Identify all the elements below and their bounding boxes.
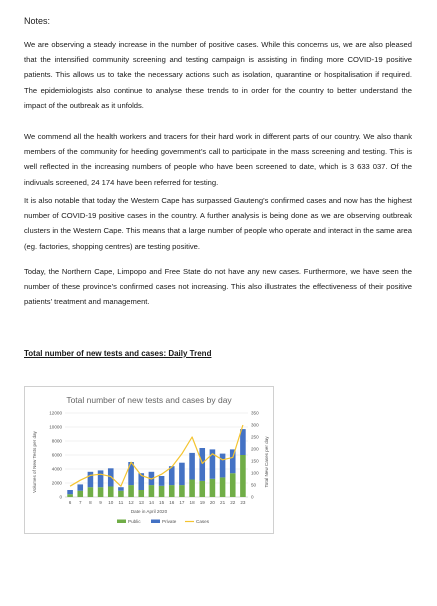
bar-private — [77, 484, 83, 490]
y2-tick-label: 0 — [251, 494, 254, 500]
y-tick-label: 10000 — [49, 424, 62, 430]
x-tick-label: 7 — [78, 500, 82, 505]
x-tick-label: 18 — [189, 500, 195, 505]
bar-private — [67, 490, 73, 494]
chart-svg — [25, 387, 273, 533]
bar-private — [159, 476, 165, 486]
y2-tick-label: 300 — [251, 422, 259, 428]
bar-public — [138, 490, 144, 497]
bar-public — [77, 491, 83, 497]
y-tick-label: 12000 — [49, 410, 62, 416]
notes-label: Notes: — [24, 16, 51, 26]
section-title: Total number of new tests and cases: Daily Trend — [24, 349, 212, 358]
x-tick-label: 13 — [138, 500, 144, 505]
chart-title: Total number of new tests and cases by day — [66, 395, 232, 405]
bar-public — [189, 480, 195, 498]
y-tick-label: 2000 — [51, 480, 62, 486]
y2-tick-label: 350 — [251, 410, 259, 416]
y2-tick-label: 150 — [251, 458, 259, 464]
x-tick-label: 14 — [148, 500, 154, 505]
legend-swatch-private — [151, 520, 160, 524]
x-axis-label: Date in April 2020 — [130, 509, 168, 514]
x-tick-label: 17 — [179, 500, 185, 505]
paragraph-2: We commend all the health workers and tracers for their hard work in different parts of our country. We also thank members of the community for heeding government’s call to participate in the mass screening and testing. This is well reflected in the increasing numbers of people who have been screened to date, which is 3 633 037. Of the indivuals screened, 24 174 have been referred for testing. — [24, 132, 412, 187]
x-tick-label: 15 — [159, 500, 165, 505]
y2-tick-label: 50 — [251, 482, 257, 488]
bar-private — [88, 472, 94, 487]
bar-public — [240, 455, 246, 497]
x-tick-label: 6 — [68, 500, 72, 505]
bar-private — [220, 454, 226, 478]
x-tick-label: 20 — [209, 500, 215, 505]
y-tick-label: 8000 — [51, 438, 62, 444]
x-tick-label: 11 — [118, 500, 124, 505]
paragraph-3: It is also notable that today the Western Cape has surpassed Gauteng’s confirmed cases and now has the highest number of COVID-19 positive cases in the country. A further analysis is being done as we are observing outbreak clusters in the Western Cape. This means that a large number of people who operate and interact in the same area (eg. factories, shopping centres) are testing positive. — [24, 196, 412, 251]
bar-private — [118, 487, 124, 491]
bar-public — [210, 479, 216, 497]
y2-tick-label: 100 — [251, 470, 259, 476]
y2-axis-label: Total New Cases per day — [264, 436, 269, 488]
y-tick-label: 0 — [59, 494, 62, 500]
legend-label-cases: Cases — [196, 519, 210, 524]
bar-public — [230, 473, 236, 497]
x-tick-label: 19 — [199, 500, 205, 505]
legend-swatch-public — [117, 520, 126, 524]
y-tick-label: 4000 — [51, 466, 62, 472]
bar-public — [128, 485, 134, 497]
y2-tick-label: 250 — [251, 434, 259, 440]
bar-public — [220, 477, 226, 497]
bar-public — [88, 487, 94, 497]
x-tick-label: 23 — [240, 500, 246, 505]
x-tick-label: 22 — [230, 500, 236, 505]
bar-public — [118, 491, 124, 497]
bar-public — [159, 486, 165, 497]
bar-public — [67, 494, 73, 497]
bar-public — [149, 485, 155, 497]
bar-public — [98, 487, 104, 497]
bar-private — [189, 453, 195, 480]
bar-private — [179, 463, 185, 485]
legend-label-private: Private — [162, 519, 177, 524]
y-tick-label: 6000 — [51, 452, 62, 458]
x-tick-label: 10 — [108, 500, 114, 505]
legend-label-public: Public — [128, 519, 141, 524]
paragraph-1: We are observing a steady increase in the number of positive cases. While this concerns us, we are also pleased that the intensified community screening and testing campaign is assisting in finding more COVID-19 positive patients. This allows us to take the necessary actions such as isolation, quarantine or hospitalisation if required. The epidemiologists also continue to analyse these trends to in order for the country to better understand the impact of the outbreak as it unfolds. — [24, 40, 412, 110]
y2-tick-label: 200 — [251, 446, 259, 452]
daily-trend-chart — [24, 386, 274, 534]
paragraph-4: Today, the Northern Cape, Limpopo and Free State do not have any new cases. Furthermore, we have seen the number of these province’s confirmed cases not increasing. This also illustrates the effectiveness of their positive patients’ treatment and management. — [24, 267, 412, 307]
x-tick-label: 12 — [128, 500, 134, 505]
bar-private — [108, 468, 114, 486]
series-line-cases — [70, 425, 243, 486]
bar-public — [179, 485, 185, 497]
bar-public — [108, 487, 114, 498]
x-tick-label: 8 — [89, 500, 92, 505]
bar-private — [98, 470, 104, 487]
bar-private — [199, 448, 205, 481]
bar-public — [169, 485, 175, 497]
y-axis-label: Volumes of New Tests per day — [32, 431, 37, 493]
x-tick-label: 16 — [169, 500, 175, 505]
x-tick-label: 9 — [99, 500, 102, 505]
bar-public — [199, 481, 205, 497]
x-tick-label: 21 — [220, 500, 226, 505]
